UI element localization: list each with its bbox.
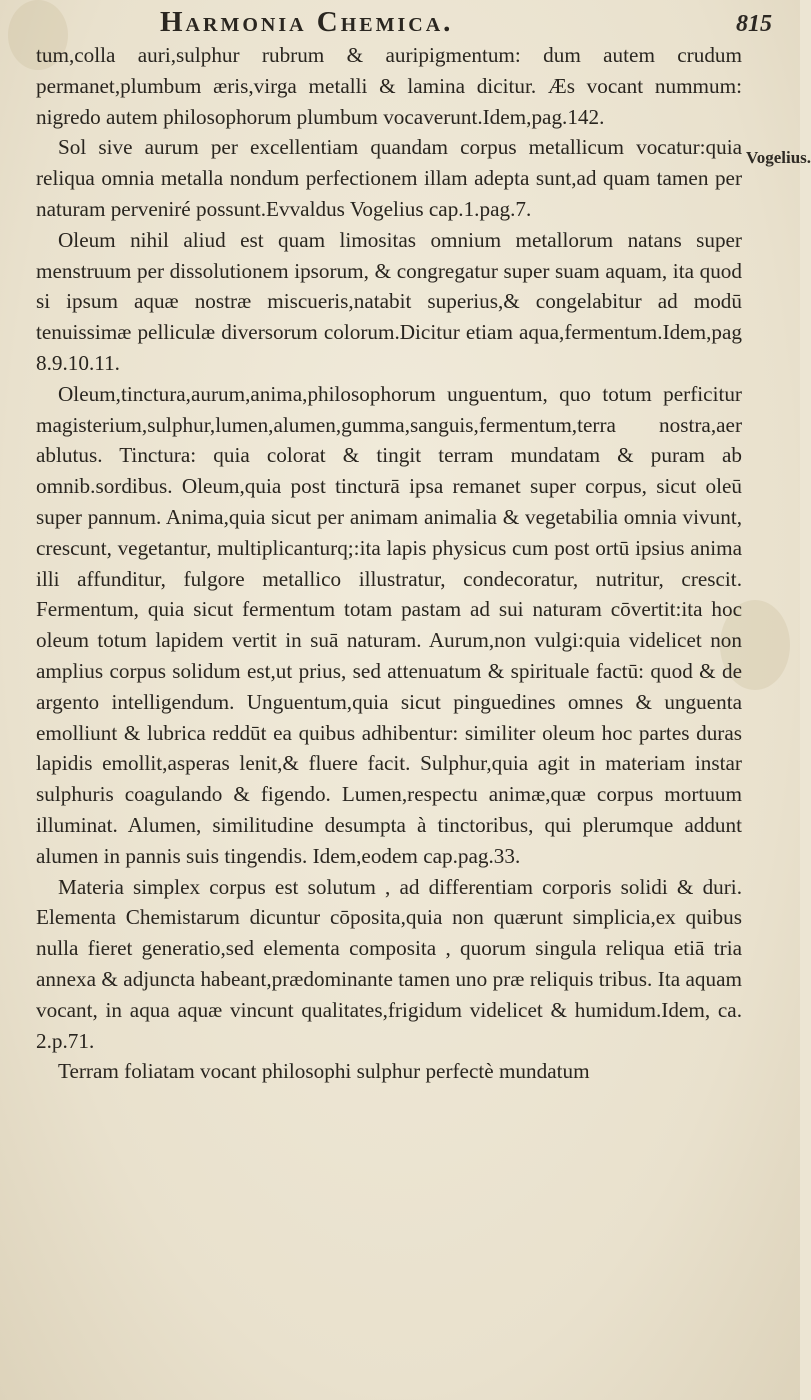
page-number: 815 bbox=[736, 11, 772, 37]
paragraph: Oleum nihil aliud est quam limositas omnium metallorum natans super menstruum per dissolutionem ipsorum, & congregatur super suam aquam, ita quod si ipsum aquæ nostræ miscueris,natabit superius,& congelabitur ad modū tenuissimæ pelliculæ diversorum colorum.Dicitur etiam aqua,fermentum.Idem,pag 8.9.10.11. bbox=[36, 227, 742, 375]
paragraph: tum,colla auri,sulphur rubrum & auripigmentum: dum autem crudum permanet,plumbum æris,virga metalli & lamina dicitur. Æs vocant nummum: nigredo autem philosophorum plumbum vocaverunt.Idem,pag.142. bbox=[36, 43, 742, 129]
paragraph: Sol sive aurum per excellentiam quandam corpus metallicum vocatur:quia reliqua omnia metalla nondum perfectionem illam adepta sunt,ad quam tamen per naturam perveniré possunt.Evvaldus Vogelius cap.1.pag.7. bbox=[36, 135, 742, 221]
paragraph: Terram foliatam vocant philosophi sulphur perfectè mundatum bbox=[58, 1059, 590, 1084]
paragraph: Oleum,tinctura,aurum,anima,philosophorum unguentum, quo totum perficitur magisterium,sulphur,lumen,alumen,gumma,sanguis,fermentum,terra nostra,aer ablutus. Tinctura: quia colorat & tingit terram mundatam & puram ab omnib.sordibus. Oleum,quia post tincturā ipsa remanet super corpus, sicut oleū super pannum. Anima,quia sicut per animam animalia & vegetabilia omnia vivunt, crescunt, vegetantur, multiplicanturq;:ita lapis physicus cum post ortū ipsius anima illi affunditur, fulgore metallico illustratur, condecoratur, nutritur, crescit. Fermentum, quia sicut fermentum totam pastam ad sui naturam cōvertit:ita hoc oleum totum lapidem vertit in suā naturam. Aurum,non vulgi:quia videlicet non amplius corpus solidum est,ut prius, sed attenuatum & spirituale factū: quod & de argento intelligendum. Unguentum,quia sicut pinguedines omnes & unguenta emolliunt & lubrica reddūt ea quibus adhibentur: similiter oleum hoc partes duras lapidis emollit,asperas lenit,& fluere facit. Sulphur,quia agit in materiam instar sulphuris coagulando & figendo. Lumen,respectu animæ,quæ corpus mortuum illuminat. Alumen, similitudine desumpta à tinctoribus, qui plerumque addunt alumen in pannis suis tingendis. Idem,eodem cap.pag.33. bbox=[36, 381, 742, 868]
running-title: Harmonia Chemica. bbox=[160, 6, 454, 38]
body-text bbox=[36, 40, 742, 1087]
paragraph: Materia simplex corpus est solutum , ad differentiam corporis solidi & duri. Elementa Chemistarum dicuntur cōposita,quia non quærunt simplicia,ex quibus nulla fieret generatio,sed elementa composita , quorum singula reliqua etiā tria annexa & adjuncta habeant,prædominante tamen uno præ reliquis tribus. Ita aquam vocant, in aqua aquæ vincunt qualitates,frigidum videlicet & humidum.Idem, ca. 2.p.71. bbox=[36, 874, 742, 1053]
page-header bbox=[160, 6, 772, 40]
margin-note: Vogelius. bbox=[746, 148, 811, 167]
